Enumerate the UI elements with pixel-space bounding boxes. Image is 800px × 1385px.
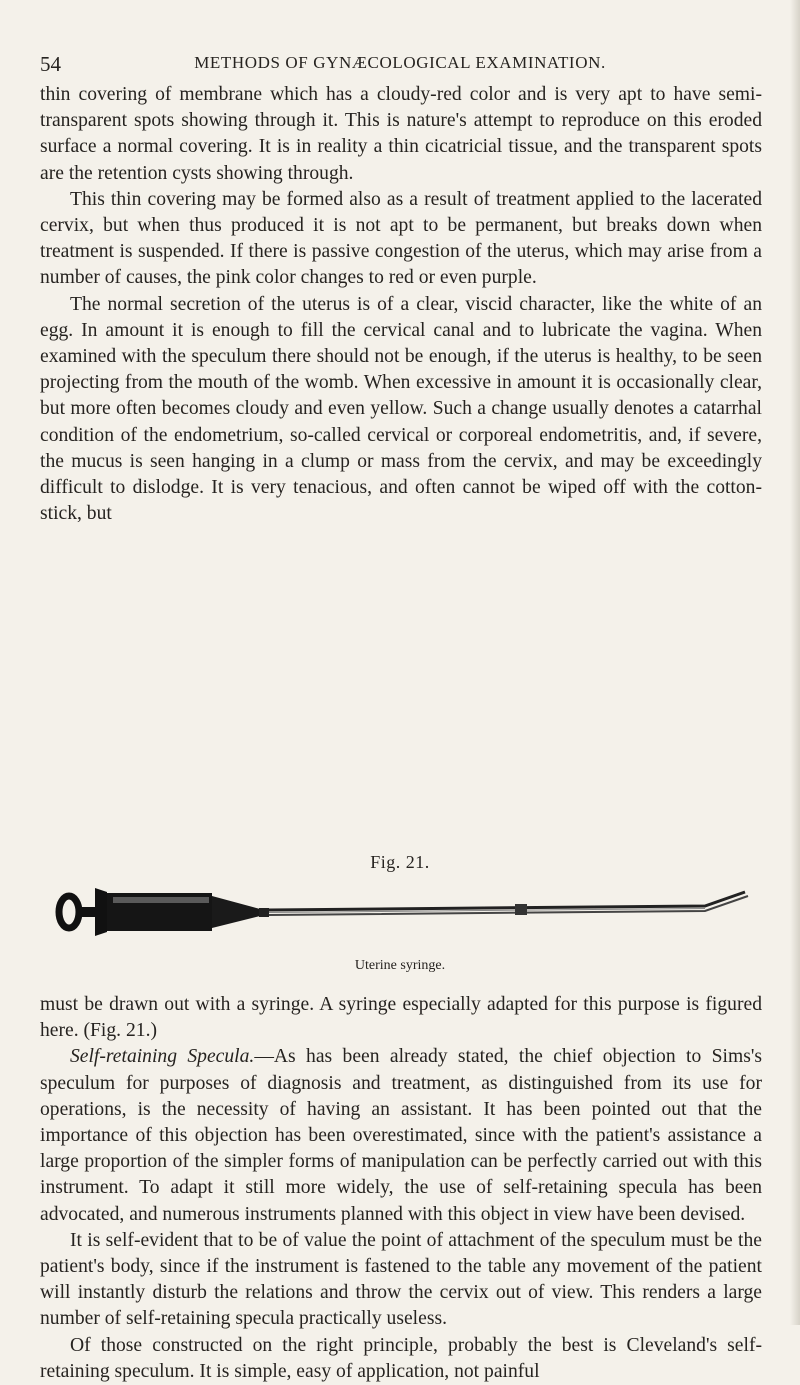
paragraph: It is self-evident that to be of value the point of attachment of the speculum must be the patient's body, since if the instrument is fastened to the table any movement of the patient will instantly disturb the relations and throw the cervix out of view. This renders a large number of self-retaining specula practically useless. — [40, 1229, 762, 1330]
paragraph: This thin covering may be formed also as a result of treatment applied to the lacerated cervix, but when thus produced it is not apt to be permanent, but breaks down when treatment is suspended. If there is passive congestion of the uterus, which may arise from a number of causes, the pink color changes to red or even purple. — [40, 188, 762, 289]
page-number: 54 — [40, 52, 61, 76]
paragraph: Of those constructed on the right principle, probably the best is Cleveland's self-retaining speculum. It is simple, easy of application, not painful — [40, 1334, 762, 1382]
page-header — [40, 52, 760, 82]
section-heading: Self-retaining Specula. — [70, 1046, 255, 1068]
running-head: METHODS OF GYNÆCOLOGICAL EXAMINATION. — [194, 53, 606, 72]
paragraph: must be drawn out with a syringe. A syringe especially adapted for this purpose is figured here. (Fig. 21.) — [40, 994, 762, 1042]
figure-label: Fig. 21. — [370, 852, 430, 872]
figure-caption: Uterine syringe. — [354, 958, 446, 973]
paragraph: The normal secretion of the uterus is of a clear, viscid character, like the white of an egg. In amount it is enough to fill the cervical canal and to lubricate the vagina. When examined with the speculum there should not be enough, if the uterus is healthy, to be seen projecting from the mouth of the womb. When excessive in amount it is occasionally clear, but more often becomes cloudy and even yellow. Such a change usually denotes a catarrhal condition of the endometrium, so-called cervical or corporeal endometritis, and, if severe, the mucus is seen hanging in a clump or mass from the cervix, and may be exceedingly difficult to dislodge. It is very tenacious, and often cannot be wiped off with the cotton-stick, but — [40, 293, 762, 525]
body-text-bottom — [40, 992, 762, 1385]
paragraph: thin covering of membrane which has a cloudy-red color and is very apt to have semi-transparent spots showing through it. This is nature's attempt to reproduce on this eroded surface a normal covering. It is in reality a thin cicatricial tissue, and the transparent spots are the retention cysts showing through. — [40, 84, 762, 184]
paragraph — [40, 1044, 762, 1227]
page-edge-shadow — [790, 0, 800, 1325]
uterine-syringe-illustration — [55, 876, 755, 946]
body-text-top — [40, 82, 762, 527]
section-text: —As has been already stated, the chief objection to Sims's speculum for purposes of diagnosis and treatment, as distinguished from its use for operations, is the necessity of having an assistant. It has been pointed out that the importance of this objection has been overestimated, since with the patient's assistance a large proportion of the simpler forms of manipulation can be perfectly carried out with this instrument. To adapt it still more widely, the use of self-retaining specula has been advocated, and numerous instruments planned with this object in view have been devised. — [40, 1046, 762, 1225]
